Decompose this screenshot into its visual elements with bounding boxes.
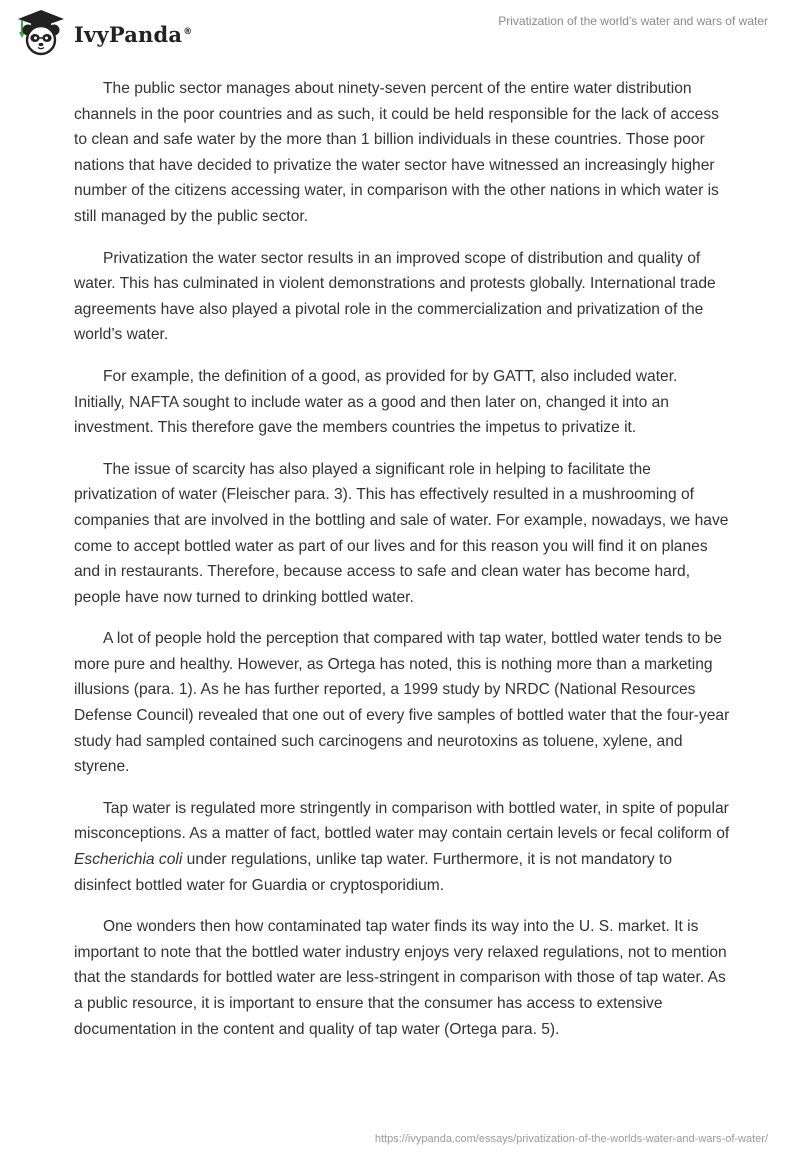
paragraph-4: The issue of scarcity has also played a significant role in helping to facilitate the privatization of water (Fleischer para. 3). This has effectively resulted in a mushrooming of companies that are involved in the bottling and sale of water. For example, nowadays, we have come to accept bottled water as part of our lives and for this reason you will find it on planes and in restaurants. Therefore, because access to safe and clean water has become hard, people have now turned to drinking bottled water.: [74, 460, 729, 606]
ivypanda-logo[interactable]: [14, 8, 192, 58]
paragraph-6: [74, 796, 730, 898]
paragraph-6-text-before: Tap water is regulated more stringently in comparison with bottled water, in spite of popular misconceptions. As a matter of fact, bottled water may contain certain levels or fecal coliform of: [74, 799, 730, 843]
paragraph-3: For example, the definition of a good, as provided for by GATT, also included water. Initially, NAFTA sought to include water as a good and then later on, changed it into an investment. This therefore gave the members countries the impetus to privatize it.: [74, 367, 678, 437]
panda-graduate-logo-icon: [14, 8, 68, 58]
registered-mark: ®: [183, 26, 193, 37]
page-header: [0, 0, 800, 70]
paragraph-2: Privatization the water sector results in an improved scope of distribution and quality of water. This has culminated in violent demonstrations and protests globally. International trade agreements have also played a pivotal role in the commercialization and privatization of the world’s water.: [74, 249, 716, 344]
species-name-italic: Escherichia coli: [74, 851, 183, 869]
footer-source-url[interactable]: https://ivypanda.com/essays/privatization-of-the-worlds-water-and-wars-of-water/: [374, 1133, 768, 1145]
brand-name: [74, 22, 192, 47]
paragraph-7: One wonders then how contaminated tap water finds its way into the U. S. market. It is important to note that the bottled water industry enjoys very relaxed regulations, not to mention that the standards for bottled water are less-stringent in comparison with those of tap water. As a public resource, it is important to ensure that the consumer has access to extensive documentation in the content and quality of tap water (Ortega para. 5).: [74, 918, 727, 1038]
paragraph-5: A lot of people hold the perception that compared with tap water, bottled water tends to be more pure and healthy. However, as Ortega has noted, this is nothing more than a marketing illusions (para. 1). As he has further reported, a 1999 study by NRDC (National Resources Defense Council) revealed that one out of every five samples of bottled water that the four-year study had sampled contained such carcinogens and neurotoxins as toluene, xylene, and styrene.: [74, 630, 730, 776]
brand-name-text: IvyPanda: [74, 21, 183, 47]
essay-body: [74, 76, 730, 1058]
paragraph-1: The public sector manages about ninety-seven percent of the entire water distribution channels in the poor countries and as such, it could be held responsible for the lack of access to clean and safe water by the more than 1 billion individuals in these countries. Those poor nations that have decided to privatize the water sector have witnessed an increasingly higher number of the citizens accessing water, in comparison with the other nations in which water is still managed by the public sector.: [74, 80, 719, 225]
paragraph-6-text-after: under regulations, unlike tap water. Furthermore, it is not mandatory to disinfect bottled water for Guardia or cryptosporidium.: [74, 851, 673, 894]
document-title: Privatization of the world's water and wars of water: [498, 14, 768, 28]
